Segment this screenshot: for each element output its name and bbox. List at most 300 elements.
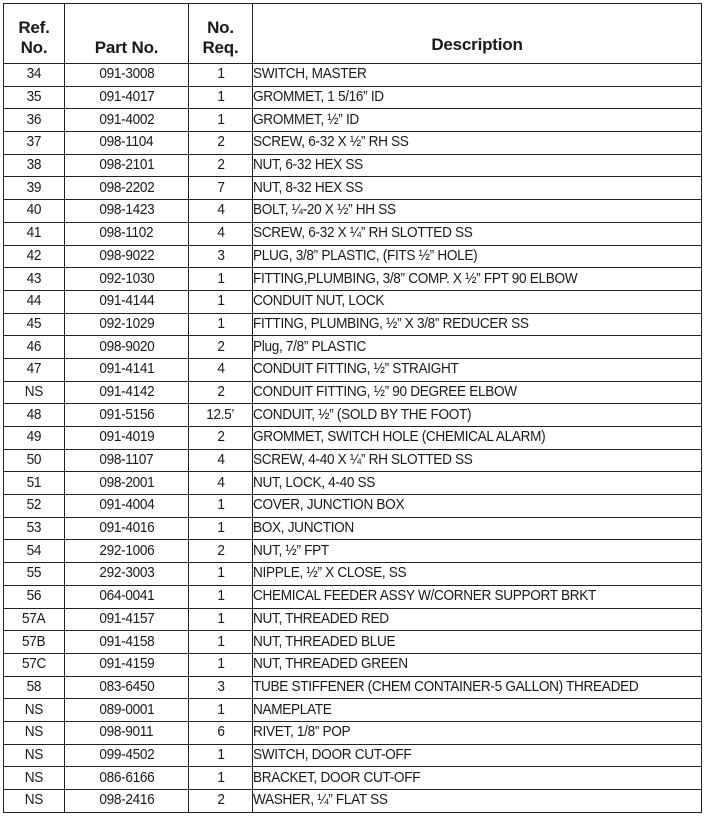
ref-no-cell-text: 46 [26, 338, 42, 355]
part-no-cell-text: 098-1107 [99, 452, 154, 469]
qty-cell [189, 653, 253, 676]
description-cell-text: BOX, JUNCTION [253, 520, 354, 537]
qty-cell [189, 245, 253, 268]
table-row [4, 313, 702, 336]
qty-cell-text: 2 [216, 157, 225, 174]
qty-cell [189, 631, 253, 654]
description-cell [253, 767, 702, 790]
qty-cell-text: 7 [216, 179, 225, 196]
qty-cell [189, 404, 253, 427]
qty-cell-text: 1 [216, 111, 225, 128]
ref-no-cell-text: 43 [26, 270, 42, 287]
part-no-cell [65, 767, 189, 790]
table-row [4, 381, 702, 404]
ref-no-cell-text: 58 [26, 678, 42, 695]
description-cell-text: NAMEPLATE [253, 701, 332, 718]
part-no-cell-text: 091-4141 [99, 361, 154, 378]
description-cell [253, 676, 702, 699]
header-req-line2: Req. [202, 38, 239, 57]
part-no-cell-text: 091-4158 [99, 633, 154, 650]
ref-no-cell [4, 381, 65, 404]
ref-no-cell-text: 49 [26, 429, 42, 446]
table-row [4, 699, 702, 722]
ref-no-cell [4, 86, 65, 109]
ref-no-cell [4, 222, 65, 245]
description-cell-text: FITTING,PLUMBING, 3/8” COMP. X ½” FPT 90 ELBOW [253, 270, 578, 287]
qty-cell [189, 290, 253, 313]
table-row [4, 563, 702, 586]
ref-no-cell-text: NS [24, 792, 44, 809]
ref-no-cell [4, 585, 65, 608]
description-cell-text: NUT, THREADED BLUE [253, 633, 396, 650]
table-row [4, 64, 702, 87]
description-cell [253, 109, 702, 132]
description-cell-text: NUT, THREADED GREEN [253, 656, 408, 673]
description-cell [253, 449, 702, 472]
description-cell [253, 290, 702, 313]
description-cell-text: SCREW, 4-40 X ¼” RH SLOTTED SS [253, 452, 473, 469]
description-cell [253, 154, 702, 177]
qty-cell [189, 358, 253, 381]
description-cell-text: GROMMET, SWITCH HOLE (CHEMICAL ALARM) [253, 429, 546, 446]
ref-no-cell-text: 44 [26, 293, 42, 310]
header-description [253, 4, 702, 64]
table-row [4, 744, 702, 767]
qty-cell [189, 86, 253, 109]
ref-no-cell [4, 200, 65, 223]
part-no-cell-text: 098-1102 [99, 225, 154, 242]
description-cell-text: GROMMET, 1 5/16” ID [253, 89, 384, 106]
description-cell-text: SCREW, 6-32 X ¼” RH SLOTTED SS [253, 225, 473, 242]
part-no-cell [65, 676, 189, 699]
ref-no-cell [4, 132, 65, 155]
part-no-cell-text: 098-9011 [99, 724, 154, 741]
part-no-cell [65, 472, 189, 495]
qty-cell [189, 427, 253, 450]
qty-cell [189, 177, 253, 200]
part-no-cell [65, 290, 189, 313]
part-no-cell-text: 091-4157 [99, 610, 154, 627]
ref-no-cell [4, 676, 65, 699]
qty-cell [189, 540, 253, 563]
ref-no-cell [4, 290, 65, 313]
qty-cell-text: 4 [216, 225, 225, 242]
description-cell-text: NUT, 6-32 HEX SS [253, 157, 363, 174]
ref-no-cell-text: 35 [26, 89, 42, 106]
ref-no-cell [4, 64, 65, 87]
qty-cell [189, 132, 253, 155]
qty-cell-text: 4 [216, 452, 225, 469]
description-cell-text: PLUG, 3/8” PLASTIC, (FITS ½” HOLE) [253, 247, 478, 264]
ref-no-cell-text: 39 [26, 179, 42, 196]
table-row [4, 222, 702, 245]
description-cell-text: NIPPLE, ½” X CLOSE, SS [253, 565, 407, 582]
qty-cell [189, 790, 253, 813]
qty-cell-text: 1 [216, 270, 225, 287]
qty-cell [189, 313, 253, 336]
part-no-cell-text: 098-2101 [99, 157, 154, 174]
part-no-cell [65, 540, 189, 563]
part-no-cell [65, 631, 189, 654]
part-no-cell-text: 091-4144 [99, 293, 154, 310]
qty-cell-text: 1 [216, 520, 225, 537]
qty-cell [189, 495, 253, 518]
table-row [4, 86, 702, 109]
qty-cell [189, 268, 253, 291]
part-no-cell-text: 091-3008 [99, 66, 154, 83]
ref-no-cell [4, 449, 65, 472]
qty-cell-text: 4 [216, 474, 225, 491]
description-cell [253, 790, 702, 813]
table-row [4, 404, 702, 427]
description-cell-text: BOLT, ¼-20 X ½” HH SS [253, 202, 396, 219]
table-row [4, 721, 702, 744]
qty-cell [189, 767, 253, 790]
part-no-cell [65, 358, 189, 381]
ref-no-cell [4, 631, 65, 654]
header-row [4, 4, 702, 64]
qty-cell-text: 1 [216, 588, 225, 605]
qty-cell [189, 699, 253, 722]
table-row [4, 268, 702, 291]
description-cell [253, 358, 702, 381]
table-row [4, 336, 702, 359]
table-row [4, 427, 702, 450]
part-no-cell-text: 098-1423 [99, 202, 154, 219]
ref-no-cell [4, 358, 65, 381]
part-no-cell-text: 098-2416 [99, 792, 154, 809]
description-cell-text: CHEMICAL FEEDER ASSY W/CORNER SUPPORT BRKT [253, 588, 597, 605]
qty-cell-text: 4 [216, 361, 225, 378]
ref-no-cell-text: NS [24, 724, 44, 741]
description-cell [253, 653, 702, 676]
description-cell-text: NUT, LOCK, 4-40 SS [253, 474, 376, 491]
ref-no-cell-text: 42 [26, 247, 42, 264]
qty-cell [189, 608, 253, 631]
part-no-cell [65, 699, 189, 722]
part-no-cell [65, 790, 189, 813]
table-header [4, 4, 702, 64]
qty-cell-text: 3 [216, 247, 225, 264]
part-no-cell [65, 132, 189, 155]
qty-cell-text: 1 [216, 656, 225, 673]
part-no-cell-text: 091-4159 [99, 656, 154, 673]
qty-cell-text: 1 [216, 293, 225, 310]
qty-cell [189, 336, 253, 359]
ref-no-cell [4, 177, 65, 200]
description-cell-text: CONDUIT, ½” (SOLD BY THE FOOT) [253, 406, 472, 423]
part-no-cell [65, 381, 189, 404]
part-no-cell-text: 091-4142 [99, 383, 154, 400]
part-no-cell [65, 563, 189, 586]
part-no-cell [65, 200, 189, 223]
qty-cell [189, 154, 253, 177]
part-no-cell-text: 098-1104 [99, 134, 154, 151]
ref-no-cell [4, 608, 65, 631]
description-cell [253, 222, 702, 245]
description-cell [253, 268, 702, 291]
header-req-line1: No. [207, 18, 234, 37]
ref-no-cell-text: NS [24, 746, 44, 763]
qty-cell [189, 200, 253, 223]
part-no-cell-text: 086-6166 [99, 769, 154, 786]
ref-no-cell [4, 313, 65, 336]
ref-no-cell [4, 472, 65, 495]
ref-no-cell-text: 57B [22, 633, 46, 650]
ref-no-cell-text: 48 [26, 406, 42, 423]
table-row [4, 631, 702, 654]
table-row [4, 653, 702, 676]
part-no-cell-text: 091-4019 [99, 429, 154, 446]
qty-cell [189, 676, 253, 699]
part-no-cell [65, 154, 189, 177]
part-no-cell-text: 098-9020 [99, 338, 154, 355]
qty-cell-text: 2 [216, 429, 225, 446]
header-part-no [65, 4, 189, 64]
description-cell-text: CONDUIT NUT, LOCK [253, 293, 385, 310]
qty-cell [189, 744, 253, 767]
part-no-cell-text: 089-0001 [99, 701, 154, 718]
description-cell-text: TUBE STIFFENER (CHEM CONTAINER-5 GALLON) THREADED [253, 678, 639, 695]
part-no-cell-text: 099-4502 [99, 746, 154, 763]
ref-no-cell-text: 41 [26, 225, 42, 242]
ref-no-cell [4, 744, 65, 767]
description-cell [253, 313, 702, 336]
ref-no-cell [4, 495, 65, 518]
qty-cell-text: 1 [216, 315, 225, 332]
description-cell [253, 404, 702, 427]
part-no-cell [65, 313, 189, 336]
description-cell-text: NUT, 8-32 HEX SS [253, 179, 363, 196]
part-no-cell-text: 091-5156 [99, 406, 154, 423]
ref-no-cell [4, 790, 65, 813]
ref-no-cell-text: 36 [26, 111, 42, 128]
part-no-cell [65, 517, 189, 540]
description-cell [253, 699, 702, 722]
ref-no-cell [4, 653, 65, 676]
qty-cell-text: 2 [216, 338, 225, 355]
description-cell [253, 517, 702, 540]
ref-no-cell [4, 268, 65, 291]
part-no-cell-text: 091-4004 [99, 497, 154, 514]
ref-no-cell-text: 51 [26, 474, 42, 491]
table-row [4, 585, 702, 608]
part-no-cell-text: 098-2001 [99, 474, 154, 491]
part-no-cell [65, 64, 189, 87]
qty-cell [189, 449, 253, 472]
qty-cell-text: 1 [216, 610, 225, 627]
description-cell-text: CONDUIT FITTING, ½” STRAIGHT [253, 361, 459, 378]
table-row [4, 132, 702, 155]
ref-no-cell-text: 56 [26, 588, 42, 605]
description-cell [253, 631, 702, 654]
qty-cell-text: 1 [216, 565, 225, 582]
ref-no-cell-text: 54 [26, 542, 42, 559]
qty-cell [189, 721, 253, 744]
description-cell [253, 721, 702, 744]
header-description-label: Description [431, 35, 523, 54]
qty-cell [189, 472, 253, 495]
table-row [4, 472, 702, 495]
ref-no-cell [4, 721, 65, 744]
description-cell [253, 132, 702, 155]
qty-cell [189, 563, 253, 586]
ref-no-cell [4, 154, 65, 177]
part-no-cell-text: 092-1029 [99, 315, 154, 332]
part-no-cell [65, 427, 189, 450]
qty-cell [189, 64, 253, 87]
qty-cell-text: 1 [216, 497, 225, 514]
table-row [4, 608, 702, 631]
qty-cell-text: 1 [216, 66, 225, 83]
table-row [4, 200, 702, 223]
description-cell [253, 177, 702, 200]
description-cell-text: SWITCH, DOOR CUT-OFF [253, 746, 412, 763]
description-cell [253, 540, 702, 563]
ref-no-cell [4, 336, 65, 359]
qty-cell-text: 1 [216, 746, 225, 763]
description-cell-text: SCREW, 6-32 X ½” RH SS [253, 134, 409, 151]
qty-cell [189, 109, 253, 132]
ref-no-cell-text: 47 [26, 361, 42, 378]
part-no-cell-text: 064-0041 [99, 588, 154, 605]
description-cell [253, 563, 702, 586]
table-row [4, 290, 702, 313]
part-no-cell [65, 449, 189, 472]
qty-cell-text: 2 [216, 542, 225, 559]
part-no-cell-text: 083-6450 [99, 678, 154, 695]
description-cell [253, 427, 702, 450]
ref-no-cell-text: 45 [26, 315, 42, 332]
description-cell-text: CONDUIT FITTING, ½” 90 DEGREE ELBOW [253, 383, 517, 400]
part-no-cell [65, 86, 189, 109]
ref-no-cell-text: 34 [26, 66, 42, 83]
table-row [4, 109, 702, 132]
table-row [4, 676, 702, 699]
description-cell-text: Plug, 7/8” PLASTIC [253, 338, 367, 355]
qty-cell-text: 6 [216, 724, 225, 741]
description-cell [253, 64, 702, 87]
part-no-cell-text: 292-3003 [99, 565, 154, 582]
qty-cell-text: 4 [216, 202, 225, 219]
parts-list-table [3, 3, 702, 813]
ref-no-cell [4, 404, 65, 427]
description-cell-text: RIVET, 1/8” POP [253, 724, 351, 741]
ref-no-cell [4, 109, 65, 132]
ref-no-cell [4, 540, 65, 563]
description-cell [253, 86, 702, 109]
qty-cell [189, 585, 253, 608]
ref-no-cell [4, 517, 65, 540]
qty-cell [189, 517, 253, 540]
ref-no-cell-text: NS [24, 701, 44, 718]
qty-cell-text: 2 [216, 792, 225, 809]
qty-cell-text: 1 [216, 89, 225, 106]
header-ref-line2: No. [20, 38, 48, 57]
ref-no-cell-text: 55 [26, 565, 42, 582]
ref-no-cell-text: 38 [26, 157, 42, 174]
table-row [4, 177, 702, 200]
ref-no-cell [4, 699, 65, 722]
qty-cell-text: 3 [216, 678, 225, 695]
table-row [4, 154, 702, 177]
qty-cell [189, 222, 253, 245]
description-cell [253, 585, 702, 608]
description-cell-text: COVER, JUNCTION BOX [253, 497, 405, 514]
ref-no-cell-text: 57A [22, 610, 46, 627]
table-row [4, 245, 702, 268]
description-cell-text: WASHER, ¼” FLAT SS [253, 792, 388, 809]
table-row [4, 517, 702, 540]
description-cell [253, 495, 702, 518]
header-part-label: Part No. [94, 38, 159, 57]
ref-no-cell [4, 427, 65, 450]
part-no-cell-text: 092-1030 [99, 270, 154, 287]
description-cell-text: GROMMET, ½” ID [253, 111, 359, 128]
table-row [4, 790, 702, 813]
description-cell-text: BRACKET, DOOR CUT-OFF [253, 769, 421, 786]
part-no-cell [65, 495, 189, 518]
table-row [4, 540, 702, 563]
description-cell-text: NUT, ½” FPT [253, 542, 329, 559]
ref-no-cell [4, 563, 65, 586]
description-cell-text: FITTING, PLUMBING, ½” X 3/8” REDUCER SS [253, 315, 529, 332]
table-row [4, 495, 702, 518]
part-no-cell [65, 268, 189, 291]
ref-no-cell-text: 53 [26, 520, 42, 537]
description-cell-text: SWITCH, MASTER [253, 66, 367, 83]
header-no-req [189, 4, 253, 64]
part-no-cell-text: 091-4002 [99, 111, 154, 128]
qty-cell [189, 381, 253, 404]
description-cell [253, 200, 702, 223]
ref-no-cell-text: NS [24, 383, 44, 400]
description-cell [253, 472, 702, 495]
description-cell-text: NUT, THREADED RED [253, 610, 389, 627]
ref-no-cell-text: 40 [26, 202, 42, 219]
ref-no-cell-text: 52 [26, 497, 42, 514]
part-no-cell [65, 245, 189, 268]
description-cell [253, 381, 702, 404]
part-no-cell [65, 744, 189, 767]
part-no-cell [65, 721, 189, 744]
header-ref-line1: Ref. [18, 18, 50, 37]
part-no-cell-text: 091-4016 [99, 520, 154, 537]
header-ref-no [4, 4, 65, 64]
ref-no-cell-text: 37 [26, 134, 42, 151]
part-no-cell [65, 653, 189, 676]
table-row [4, 449, 702, 472]
table-row [4, 767, 702, 790]
qty-cell-text: 12.5’ [206, 406, 235, 423]
part-no-cell-text: 098-9022 [99, 247, 154, 264]
qty-cell-text: 2 [216, 134, 225, 151]
ref-no-cell [4, 245, 65, 268]
part-no-cell-text: 098-2202 [99, 179, 154, 196]
part-no-cell [65, 222, 189, 245]
part-no-cell [65, 336, 189, 359]
part-no-cell [65, 404, 189, 427]
ref-no-cell-text: 50 [26, 452, 42, 469]
ref-no-cell [4, 767, 65, 790]
part-no-cell [65, 608, 189, 631]
description-cell [253, 608, 702, 631]
description-cell [253, 336, 702, 359]
table-row [4, 358, 702, 381]
qty-cell-text: 2 [216, 383, 225, 400]
table-body [4, 64, 702, 813]
qty-cell-text: 1 [216, 701, 225, 718]
